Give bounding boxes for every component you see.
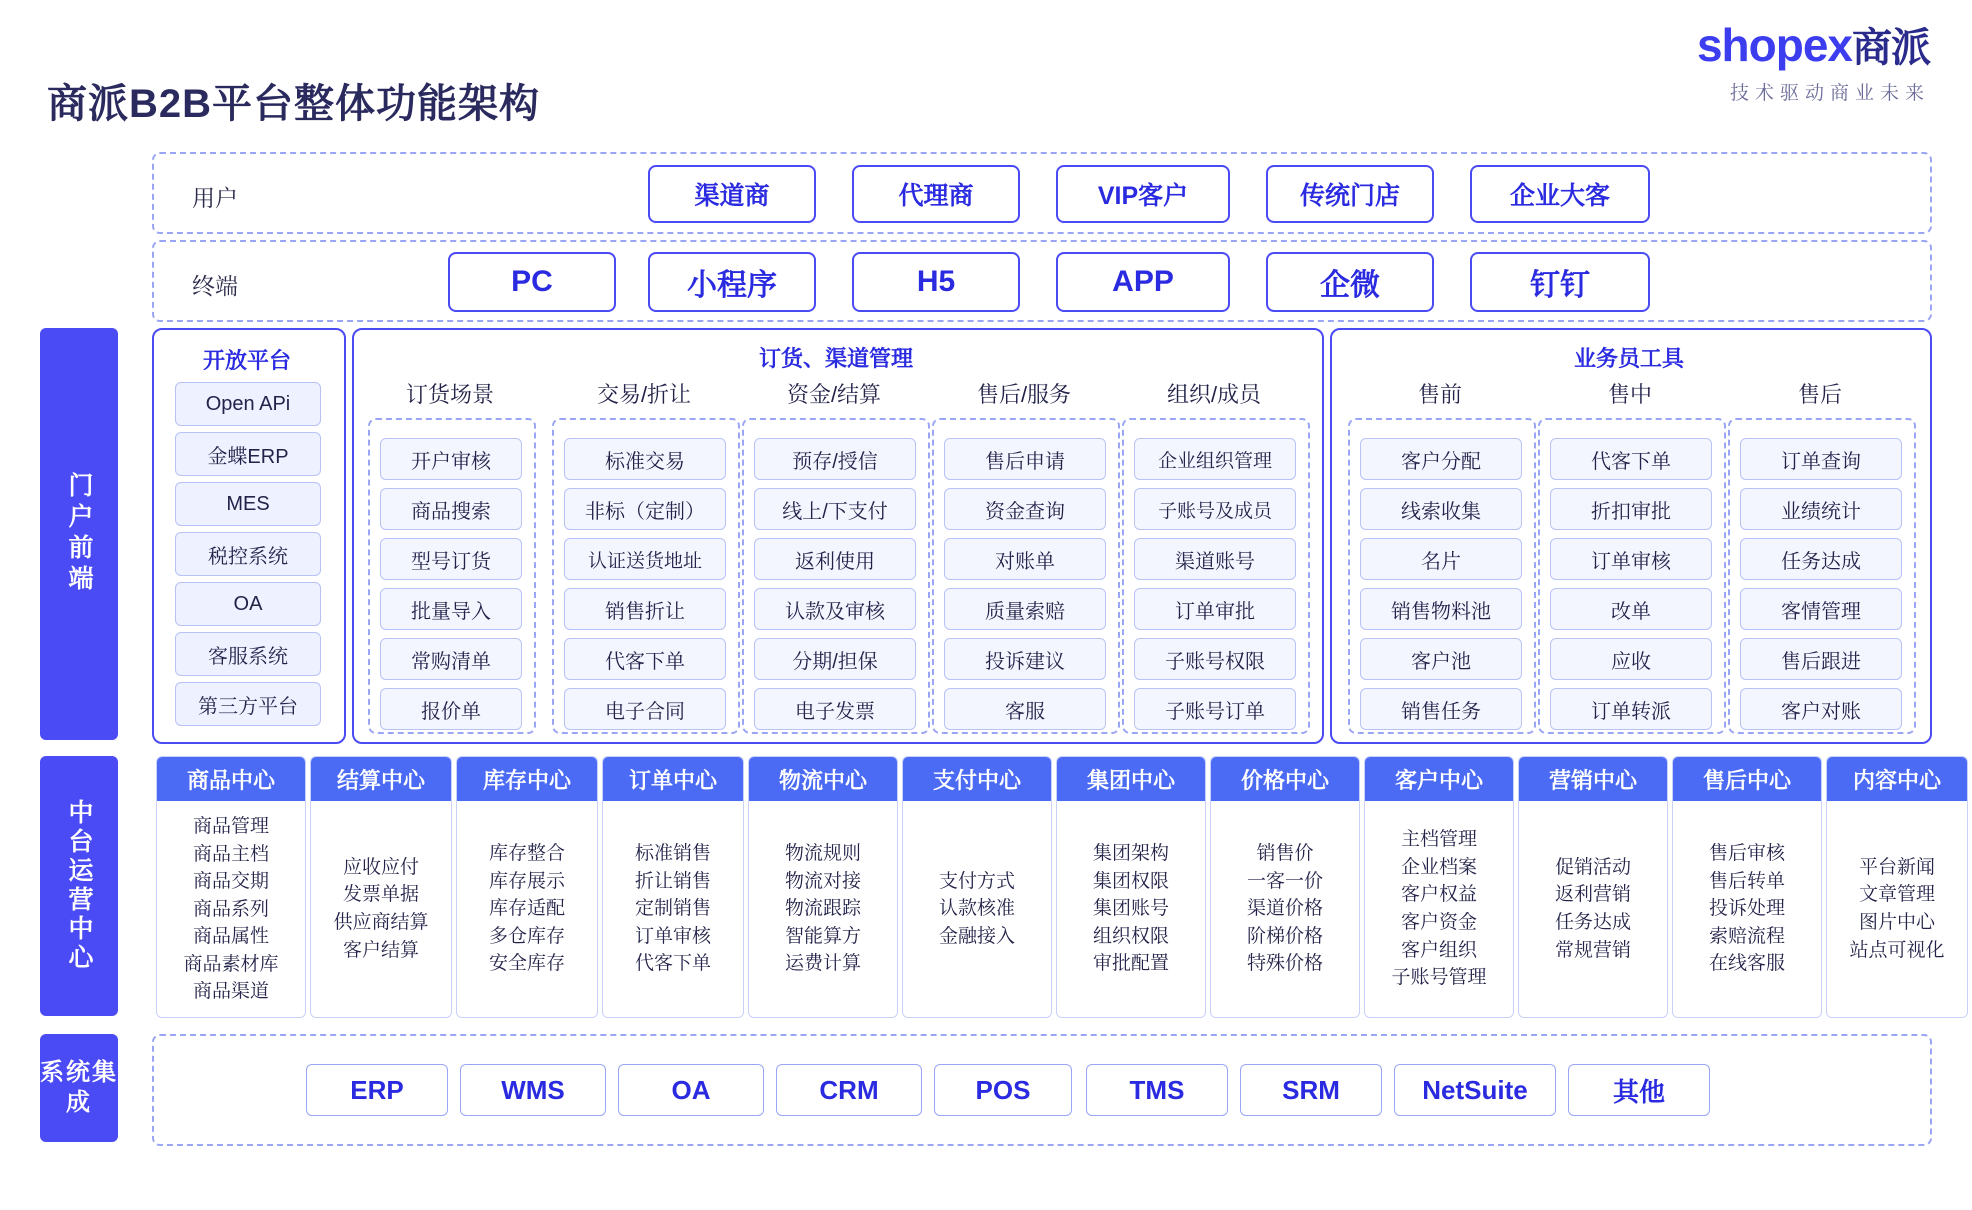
mid-card-settlement[interactable] <box>310 756 452 1018</box>
mid-card-customer-title: 客户中心 <box>1365 757 1513 801</box>
terminal-h5[interactable]: H5 <box>852 252 1020 312</box>
mid-card-inventory-title: 库存中心 <box>457 757 597 801</box>
users-label: 用户 <box>192 185 238 211</box>
rail-mid-platform: 中台运营中心 <box>40 756 118 1016</box>
mid-card-payment-body: 支付方式 认款核准 金融接入 <box>938 870 1015 947</box>
rail-front-end: 门户前端 <box>40 328 118 740</box>
aftersales-item-0[interactable]: 售后申请 <box>944 438 1106 480</box>
brand-logo <box>1696 19 1930 105</box>
mid-card-order[interactable] <box>602 756 744 1018</box>
terminal-qiwei[interactable]: 企微 <box>1266 252 1434 312</box>
mid-card-aftersales-title: 售后中心 <box>1673 757 1821 801</box>
order-scene-item-4[interactable]: 常购清单 <box>380 638 522 680</box>
postsales-item-3[interactable]: 客情管理 <box>1740 588 1902 630</box>
mid-card-price-title: 价格中心 <box>1211 757 1359 801</box>
sys-netsuite[interactable]: NetSuite <box>1394 1064 1556 1116</box>
mid-card-settlement-body: 应收应付 发票单据 供应商结算 客户结算 <box>333 856 429 961</box>
sys-srm[interactable]: SRM <box>1240 1064 1382 1116</box>
col-head-aftersales: 售后/服务 <box>976 382 1072 407</box>
mid-card-marketing-body: 促销活动 返利营销 任务达成 常规营销 <box>1554 856 1631 961</box>
mid-card-customer[interactable] <box>1364 756 1514 1018</box>
mid-card-customer-body: 主档管理 企业档案 客户权益 客户资金 客户组织 子账号管理 <box>1391 829 1487 989</box>
col-head-insales: 售中 <box>1607 382 1652 407</box>
aftersales-item-3[interactable]: 质量索赔 <box>944 588 1106 630</box>
open-platform-item-oa[interactable]: OA <box>175 582 321 626</box>
mid-card-inventory[interactable] <box>456 756 598 1018</box>
insales-item-3[interactable]: 改单 <box>1550 588 1712 630</box>
terminals-band <box>152 240 1932 322</box>
mid-card-logistics[interactable] <box>748 756 898 1018</box>
sales-tools-title: 业务员工具 <box>1573 346 1684 371</box>
funds-item-4[interactable]: 分期/担保 <box>754 638 916 680</box>
page-title: 商派B2B平台整体功能架构 <box>47 82 541 126</box>
mid-card-product[interactable] <box>156 756 306 1018</box>
transaction-item-3[interactable]: 销售折让 <box>564 588 726 630</box>
insales-item-2[interactable]: 订单审核 <box>1550 538 1712 580</box>
mid-card-order-body: 标准销售 折让销售 定制销售 订单审核 代客下单 <box>634 843 711 975</box>
sys-tms[interactable]: TMS <box>1086 1064 1228 1116</box>
funds-item-3[interactable]: 认款及审核 <box>754 588 916 630</box>
sys-erp[interactable]: ERP <box>306 1064 448 1116</box>
terminals-label: 终端 <box>192 273 238 299</box>
transaction-item-2[interactable]: 认证送货地址 <box>564 538 726 580</box>
organization-item-5[interactable]: 子账号订单 <box>1134 688 1296 730</box>
sys-crm[interactable]: CRM <box>776 1064 922 1116</box>
mid-card-payment-title: 支付中心 <box>903 757 1051 801</box>
order-channel-title: 订货、渠道管理 <box>758 346 913 371</box>
open-platform-item-mes[interactable]: MES <box>175 482 321 526</box>
sys-other[interactable]: 其他 <box>1568 1064 1710 1116</box>
terminal-app[interactable]: APP <box>1056 252 1230 312</box>
terminal-dingtalk[interactable]: 钉钉 <box>1470 252 1650 312</box>
funds-item-1[interactable]: 线上/下支付 <box>754 488 916 530</box>
postsales-item-4[interactable]: 售后跟进 <box>1740 638 1902 680</box>
order-scene-item-2[interactable]: 型号订货 <box>380 538 522 580</box>
funds-item-0[interactable]: 预存/授信 <box>754 438 916 480</box>
logo-main-text: shope <box>1696 19 1828 71</box>
presales-item-3[interactable]: 销售物料池 <box>1360 588 1522 630</box>
open-platform-item-kingdee[interactable]: 金蝶ERP <box>175 432 321 476</box>
mid-card-content-body: 平台新闻 文章管理 图片中心 站点可视化 <box>1849 856 1945 961</box>
mid-card-marketing-title: 营销中心 <box>1519 757 1667 801</box>
transaction-item-0[interactable]: 标准交易 <box>564 438 726 480</box>
funds-item-2[interactable]: 返利使用 <box>754 538 916 580</box>
aftersales-item-2[interactable]: 对账单 <box>944 538 1106 580</box>
organization-item-0[interactable]: 企业组织管理 <box>1134 438 1296 480</box>
presales-item-4[interactable]: 客户池 <box>1360 638 1522 680</box>
order-scene-item-3[interactable]: 批量导入 <box>380 588 522 630</box>
order-scene-item-5[interactable]: 报价单 <box>380 688 522 730</box>
mid-card-logistics-title: 物流中心 <box>749 757 897 801</box>
col-head-organization: 组织/成员 <box>1166 382 1262 407</box>
mid-card-aftersales-body: 售后审核 售后转单 投诉处理 索赔流程 在线客服 <box>1708 843 1785 975</box>
col-head-postsales: 售后 <box>1797 382 1842 407</box>
mid-card-group-body: 集团架构 集团权限 集团账号 组织权限 审批配置 <box>1092 843 1169 975</box>
insales-item-5[interactable]: 订单转派 <box>1550 688 1712 730</box>
user-enterprise[interactable]: 企业大客 <box>1470 165 1650 223</box>
organization-item-2[interactable]: 渠道账号 <box>1134 538 1296 580</box>
organization-item-1[interactable]: 子账号及成员 <box>1134 488 1296 530</box>
funds-item-5[interactable]: 电子发票 <box>754 688 916 730</box>
sys-wms[interactable]: WMS <box>460 1064 606 1116</box>
rail-system-integration: 系统集成 <box>40 1034 118 1142</box>
transaction-item-1[interactable]: 非标（定制） <box>564 488 726 530</box>
postsales-item-0[interactable]: 订单查询 <box>1740 438 1902 480</box>
mid-card-content-title: 内容中心 <box>1827 757 1967 801</box>
sys-oa[interactable]: OA <box>618 1064 764 1116</box>
logo-tagline: 技术驱动商业未来 <box>1729 83 1930 104</box>
open-platform-item-service[interactable]: 客服系统 <box>175 632 321 676</box>
terminal-miniprogram[interactable]: 小程序 <box>648 252 816 312</box>
presales-item-5[interactable]: 销售任务 <box>1360 688 1522 730</box>
users-band <box>152 152 1932 234</box>
organization-item-3[interactable]: 订单审批 <box>1134 588 1296 630</box>
order-scene-item-0[interactable]: 开户审核 <box>380 438 522 480</box>
mid-card-order-title: 订单中心 <box>603 757 743 801</box>
open-platform-item-openapi[interactable]: Open APi <box>175 382 321 426</box>
open-platform-title: 开放平台 <box>202 348 291 373</box>
col-head-presales: 售前 <box>1417 382 1462 407</box>
insales-item-4[interactable]: 应收 <box>1550 638 1712 680</box>
mid-card-price[interactable] <box>1210 756 1360 1018</box>
aftersales-item-1[interactable]: 资金查询 <box>944 488 1106 530</box>
order-scene-item-1[interactable]: 商品搜索 <box>380 488 522 530</box>
mid-card-inventory-body: 库存整合 库存展示 库存适配 多仓库存 安全库存 <box>488 843 565 975</box>
presales-item-2[interactable]: 名片 <box>1360 538 1522 580</box>
logo-x-text: x <box>1827 19 1852 71</box>
postsales-item-2[interactable]: 任务达成 <box>1740 538 1902 580</box>
postsales-item-1[interactable]: 业绩统计 <box>1740 488 1902 530</box>
sys-pos[interactable]: POS <box>934 1064 1072 1116</box>
mid-card-product-title: 商品中心 <box>157 757 305 801</box>
postsales-item-5[interactable]: 客户对账 <box>1740 688 1902 730</box>
insales-item-0[interactable]: 代客下单 <box>1550 438 1712 480</box>
mid-card-aftersales[interactable] <box>1672 756 1822 1018</box>
user-channel[interactable]: 渠道商 <box>648 165 816 223</box>
mid-card-price-body: 销售价 一客一价 渠道价格 阶梯价格 特殊价格 <box>1246 843 1323 975</box>
aftersales-item-4[interactable]: 投诉建议 <box>944 638 1106 680</box>
mid-card-settlement-title: 结算中心 <box>311 757 451 801</box>
mid-card-product-body: 商品管理 商品主档 商品交期 商品系列 商品属性 商品素材库 商品渠道 <box>183 816 279 1003</box>
terminal-pc[interactable]: PC <box>448 252 616 312</box>
logo-text <box>1696 19 1930 71</box>
col-head-order-scene: 订货场景 <box>405 382 494 407</box>
insales-item-1[interactable]: 折扣审批 <box>1550 488 1712 530</box>
mid-card-payment[interactable] <box>902 756 1052 1018</box>
col-head-transaction: 交易/折让 <box>596 382 692 407</box>
logo-cn-text: 商派 <box>1852 26 1930 70</box>
user-agent[interactable]: 代理商 <box>852 165 1020 223</box>
mid-card-content[interactable] <box>1826 756 1968 1018</box>
mid-card-group[interactable] <box>1056 756 1206 1018</box>
user-store[interactable]: 传统门店 <box>1266 165 1434 223</box>
presales-item-0[interactable]: 客户分配 <box>1360 438 1522 480</box>
mid-card-marketing[interactable] <box>1518 756 1668 1018</box>
aftersales-item-5[interactable]: 客服 <box>944 688 1106 730</box>
col-head-funds: 资金/结算 <box>786 382 882 407</box>
mid-card-group-title: 集团中心 <box>1057 757 1205 801</box>
open-platform-item-tax[interactable]: 税控系统 <box>175 532 321 576</box>
presales-item-1[interactable]: 线索收集 <box>1360 488 1522 530</box>
user-vip[interactable]: VIP客户 <box>1056 165 1230 223</box>
transaction-item-4[interactable]: 代客下单 <box>564 638 726 680</box>
transaction-item-5[interactable]: 电子合同 <box>564 688 726 730</box>
open-platform-item-thirdparty[interactable]: 第三方平台 <box>175 682 321 726</box>
mid-card-logistics-body: 物流规则 物流对接 物流跟踪 智能算方 运费计算 <box>784 843 861 975</box>
organization-item-4[interactable]: 子账号权限 <box>1134 638 1296 680</box>
